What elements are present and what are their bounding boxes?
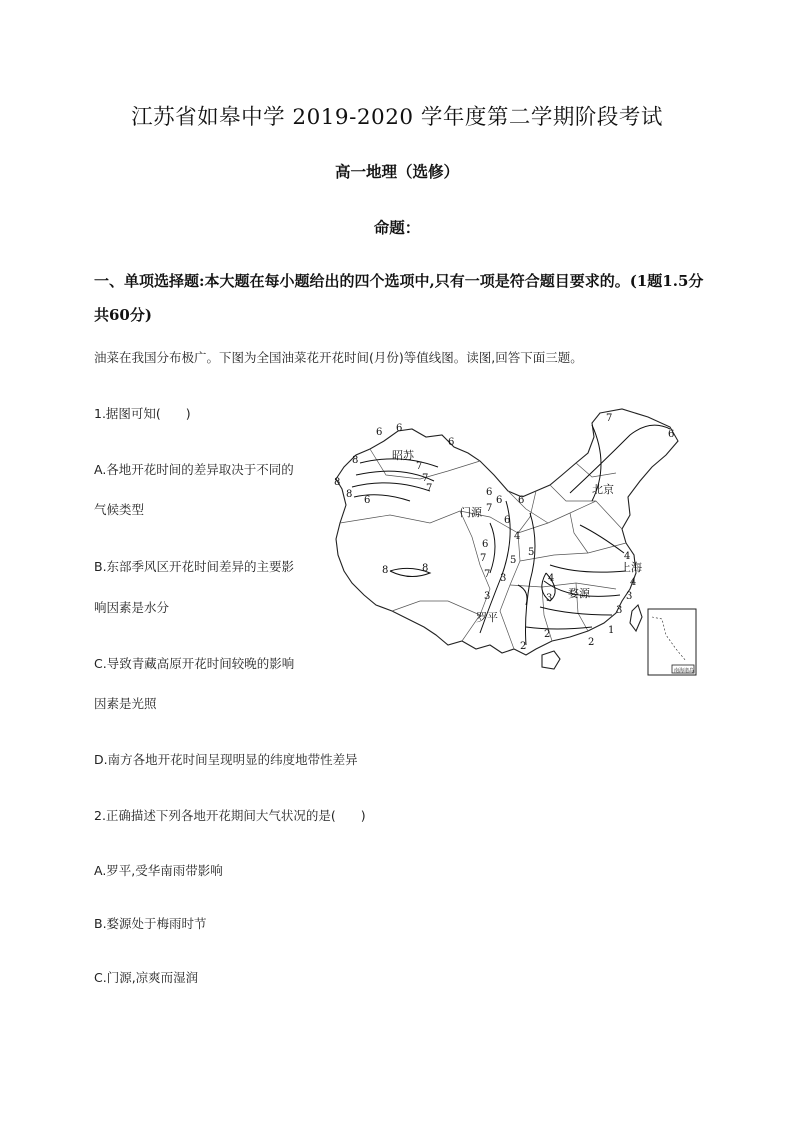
isoline-label: 5: [528, 547, 535, 558]
isoline-label: 8: [334, 477, 341, 488]
isoline-label: 6: [376, 427, 383, 438]
isoline-label: 3: [500, 573, 507, 584]
q1-option-d: D.南方各地开花时间呈现明显的纬度地带性差异: [94, 752, 358, 767]
isoline-label: 7: [480, 553, 487, 564]
taiwan-outline: [630, 605, 642, 631]
place-beijing: 北京: [592, 483, 614, 496]
map-figure: [330, 405, 700, 685]
intro-text: 油菜在我国分布极广。下图为全国油菜花开花时间(月份)等值线图。读图,回答下面三题。: [94, 350, 583, 365]
hainan-outline: [542, 651, 560, 669]
isoline-label: 6: [496, 495, 503, 506]
isoline-label: 5: [510, 555, 517, 566]
q1-option-a-line1: A.各地开花时间的差异取决于不同的: [94, 462, 294, 477]
exam-subtitle: 高一地理（选修）: [334, 162, 459, 181]
q1-option-b-line1: B.东部季风区开花时间差异的主要影: [94, 559, 295, 574]
author-line: 命题：: [373, 218, 421, 237]
place-luoping: 罗平: [476, 611, 498, 624]
isoline-label: 7: [422, 473, 429, 484]
isoline-label: 6: [448, 437, 455, 448]
isoline-label: 6: [518, 495, 525, 506]
section-heading: 一、单项选择题:本大题在每小题给出的四个选项中,只有一项是符合题目要求的。(1题1.5分共60分): [94, 272, 704, 324]
isoline-label: 3: [484, 591, 491, 602]
isoline-label: 7: [426, 483, 433, 494]
isoline-label: 2: [588, 637, 595, 648]
place-wuyuan: 婺源: [568, 587, 590, 600]
isoline-label: 7: [484, 569, 491, 580]
isoline-label: 2: [544, 629, 551, 640]
isoline-label: 6: [486, 487, 493, 498]
china-isoline-map: [330, 405, 700, 689]
isoline-label: 8: [352, 455, 359, 466]
isoline-label: 6: [364, 495, 371, 506]
isoline-label: 4: [624, 551, 631, 562]
isoline-label: 6: [668, 429, 675, 440]
country-outline: [336, 409, 678, 655]
q1-option-b-line2: 响因素是水分: [94, 600, 170, 615]
place-menyuan: 门源: [460, 506, 482, 519]
question-1-stem: 1.据图可知( ): [94, 406, 191, 421]
isoline-label: 4: [514, 531, 521, 542]
q2-option-b: B.婺源处于梅雨时节: [94, 916, 207, 931]
isoline-label: 8: [422, 563, 429, 574]
q2-option-a: A.罗平,受华南雨带影响: [94, 863, 223, 878]
isoline-label: 3: [626, 591, 633, 602]
isoline-label: 8: [382, 565, 389, 576]
isoline-label: 7: [606, 413, 613, 424]
isoline-label: 3: [546, 593, 553, 604]
question-2-stem: 2.正确描述下列各地开花期间大气状况的是( ): [94, 808, 366, 823]
isoline-label: 6: [504, 515, 511, 526]
inset-label: 南海诸岛: [674, 668, 695, 674]
isoline-label: 4: [548, 573, 555, 584]
q1-option-c-line1: C.导致青藏高原开花时间较晚的影响: [94, 656, 295, 671]
isoline-label: 8: [346, 489, 353, 500]
isoline-label: 1: [608, 625, 615, 636]
q1-option-a-line2: 气候类型: [94, 502, 145, 517]
isoline-label: 3: [616, 605, 623, 616]
q2-option-c: C.门源,凉爽而湿润: [94, 970, 199, 985]
isoline-label: 7: [486, 503, 493, 514]
isoline-label: 6: [482, 539, 489, 550]
place-zhaosu: 昭苏: [392, 449, 414, 462]
q1-option-c-line2: 因素是光照: [94, 696, 157, 711]
exam-title: 江苏省如皋中学 2019-2020 学年度第二学期阶段考试: [131, 105, 663, 130]
place-shanghai: 上海: [620, 561, 642, 574]
isoline-label: 4: [630, 577, 637, 588]
isoline-label: 2: [520, 641, 527, 652]
isoline-label: 6: [396, 423, 403, 434]
isoline-label: 7: [416, 461, 423, 472]
